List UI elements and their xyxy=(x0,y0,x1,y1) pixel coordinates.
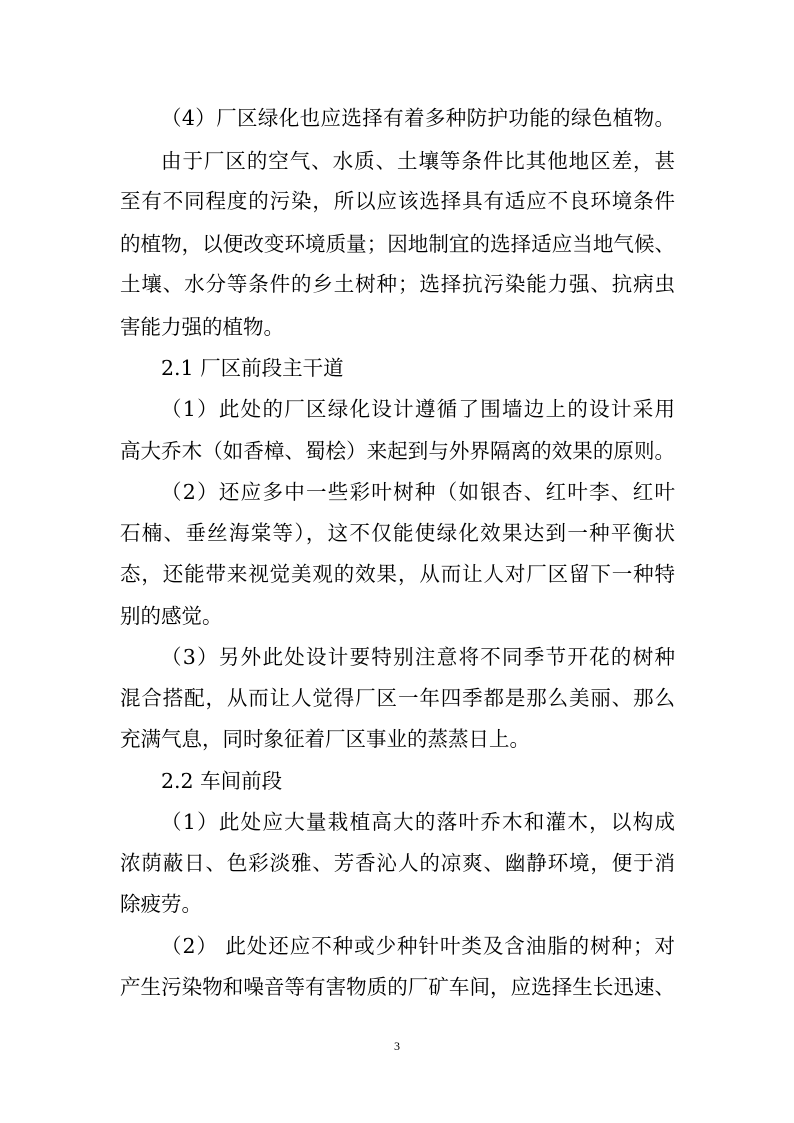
text-line-19: 浓荫蔽日、色彩淡雅、芳香沁人的凉爽、幽静环境，便于消 xyxy=(120,851,675,875)
text-line-14: （3）另外此处设计要特别注意将不同季节开花的树种 xyxy=(161,645,675,669)
text-line-5: 土壤、水分等条件的乡土树种；选择抗污染能力强、抗病虫 xyxy=(120,272,675,296)
text-line-22: 产生污染物和噪音等有害物质的厂矿车间，应选择生长迅速、 xyxy=(120,975,675,999)
text-line-11: 石楠、垂丝海棠等），这不仅能使绿化效果达到一种平衡状 xyxy=(120,521,675,545)
text-line-21: （2） 此处还应不种或少种针叶类及含油脂的树种；对 xyxy=(161,934,675,958)
text-line-16: 充满气息，同时象征着厂区事业的蒸蒸日上。 xyxy=(120,727,530,751)
page-number: 3 xyxy=(394,1039,400,1053)
text-line-4: 的植物，以便改变环境质量；因地制宜的选择适应当地气候、 xyxy=(120,232,675,256)
text-line-9: 高大乔木（如香樟、蜀桧）来起到与外界隔离的效果的原则。 xyxy=(120,439,675,463)
text-line-13: 别的感觉。 xyxy=(120,604,223,628)
text-line-20: 除疲劳。 xyxy=(120,892,202,916)
text-line-12: 态，还能带来视觉美观的效果，从而让人对厂区留下一种特 xyxy=(120,562,675,586)
text-line-3: 至有不同程度的污染，所以应该选择具有适应不良环境条件 xyxy=(120,189,675,213)
text-line-8: （1）此处的厂区绿化设计遵循了围墙边上的设计采用 xyxy=(161,397,675,421)
text-line-1: （4）厂区绿化也应选择有着多种防护功能的绿色植物。 xyxy=(161,106,675,130)
text-line-10: （2）还应多中一些彩叶树种（如银杏、红叶李、红叶 xyxy=(161,480,675,504)
text-line-2: 由于厂区的空气、水质、土壤等条件比其他地区差，甚 xyxy=(161,149,675,173)
text-line-15: 混合搭配，从而让人觉得厂区一年四季都是那么美丽、那么 xyxy=(120,686,675,710)
section-heading-2-1: 2.1 厂区前段主干道 xyxy=(161,356,344,380)
section-heading-2-2: 2.2 车间前段 xyxy=(161,769,283,793)
text-line-6: 害能力强的植物。 xyxy=(120,315,284,339)
text-line-18: （1）此处应大量栽植高大的落叶乔木和灌木，以构成 xyxy=(161,810,675,834)
